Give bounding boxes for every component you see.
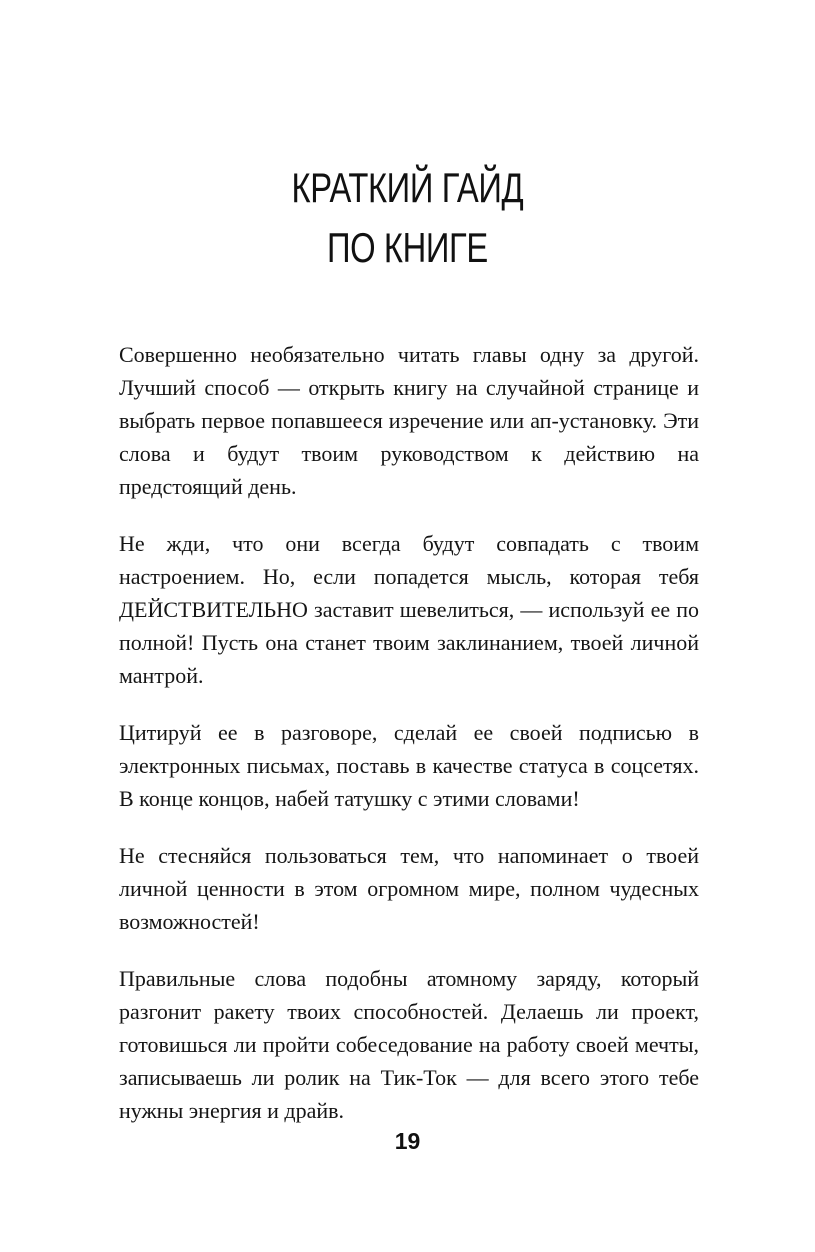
- paragraph-3: Цитируй ее в разговоре, сделай ее своей подписью в электронных письмах, поставь в качестве статуса в соцсетях. В конце концов, набей татушку с этими словами!: [119, 720, 699, 811]
- paragraph-1: Совершенно необязательно читать главы одну за другой. Лучший способ — открыть книгу на случайной странице и выбрать первое попавшееся изречение или ап-установку. Эти слова и будут твоим руководством к действию на предстоящий день.: [119, 342, 699, 499]
- paragraph-2: Не жди, что они всегда будут совпадать с твоим настроением. Но, если попадется мысль, которая тебя ДЕЙСТВИТЕЛЬНО заставит шевелиться, — используй ее по полной! Пусть она станет твоим заклинанием, твоей личной мантрой.: [119, 531, 699, 688]
- page-number: 19: [394, 1128, 421, 1154]
- page-title: [90, 158, 726, 278]
- paragraph-5: Правильные слова подобны атомному заряду, который разгонит ракету твоих способностей. Делаешь ли проект, готовишься ли пройти собеседование на работу своей мечты, записываешь ли ролик на Тик-Ток — для всего этого тебе нужны энергия и драйв.: [119, 966, 699, 1123]
- paragraph-4: Не стесняйся пользоваться тем, что напоминает о твоей личной ценности в этом огромном мире, полном чудесных возможностей!: [119, 843, 699, 934]
- title-line-1: КРАТКИЙ ГАЙД: [291, 164, 524, 211]
- body-text: [119, 338, 699, 1151]
- title-line-2: ПО КНИГЕ: [326, 224, 488, 271]
